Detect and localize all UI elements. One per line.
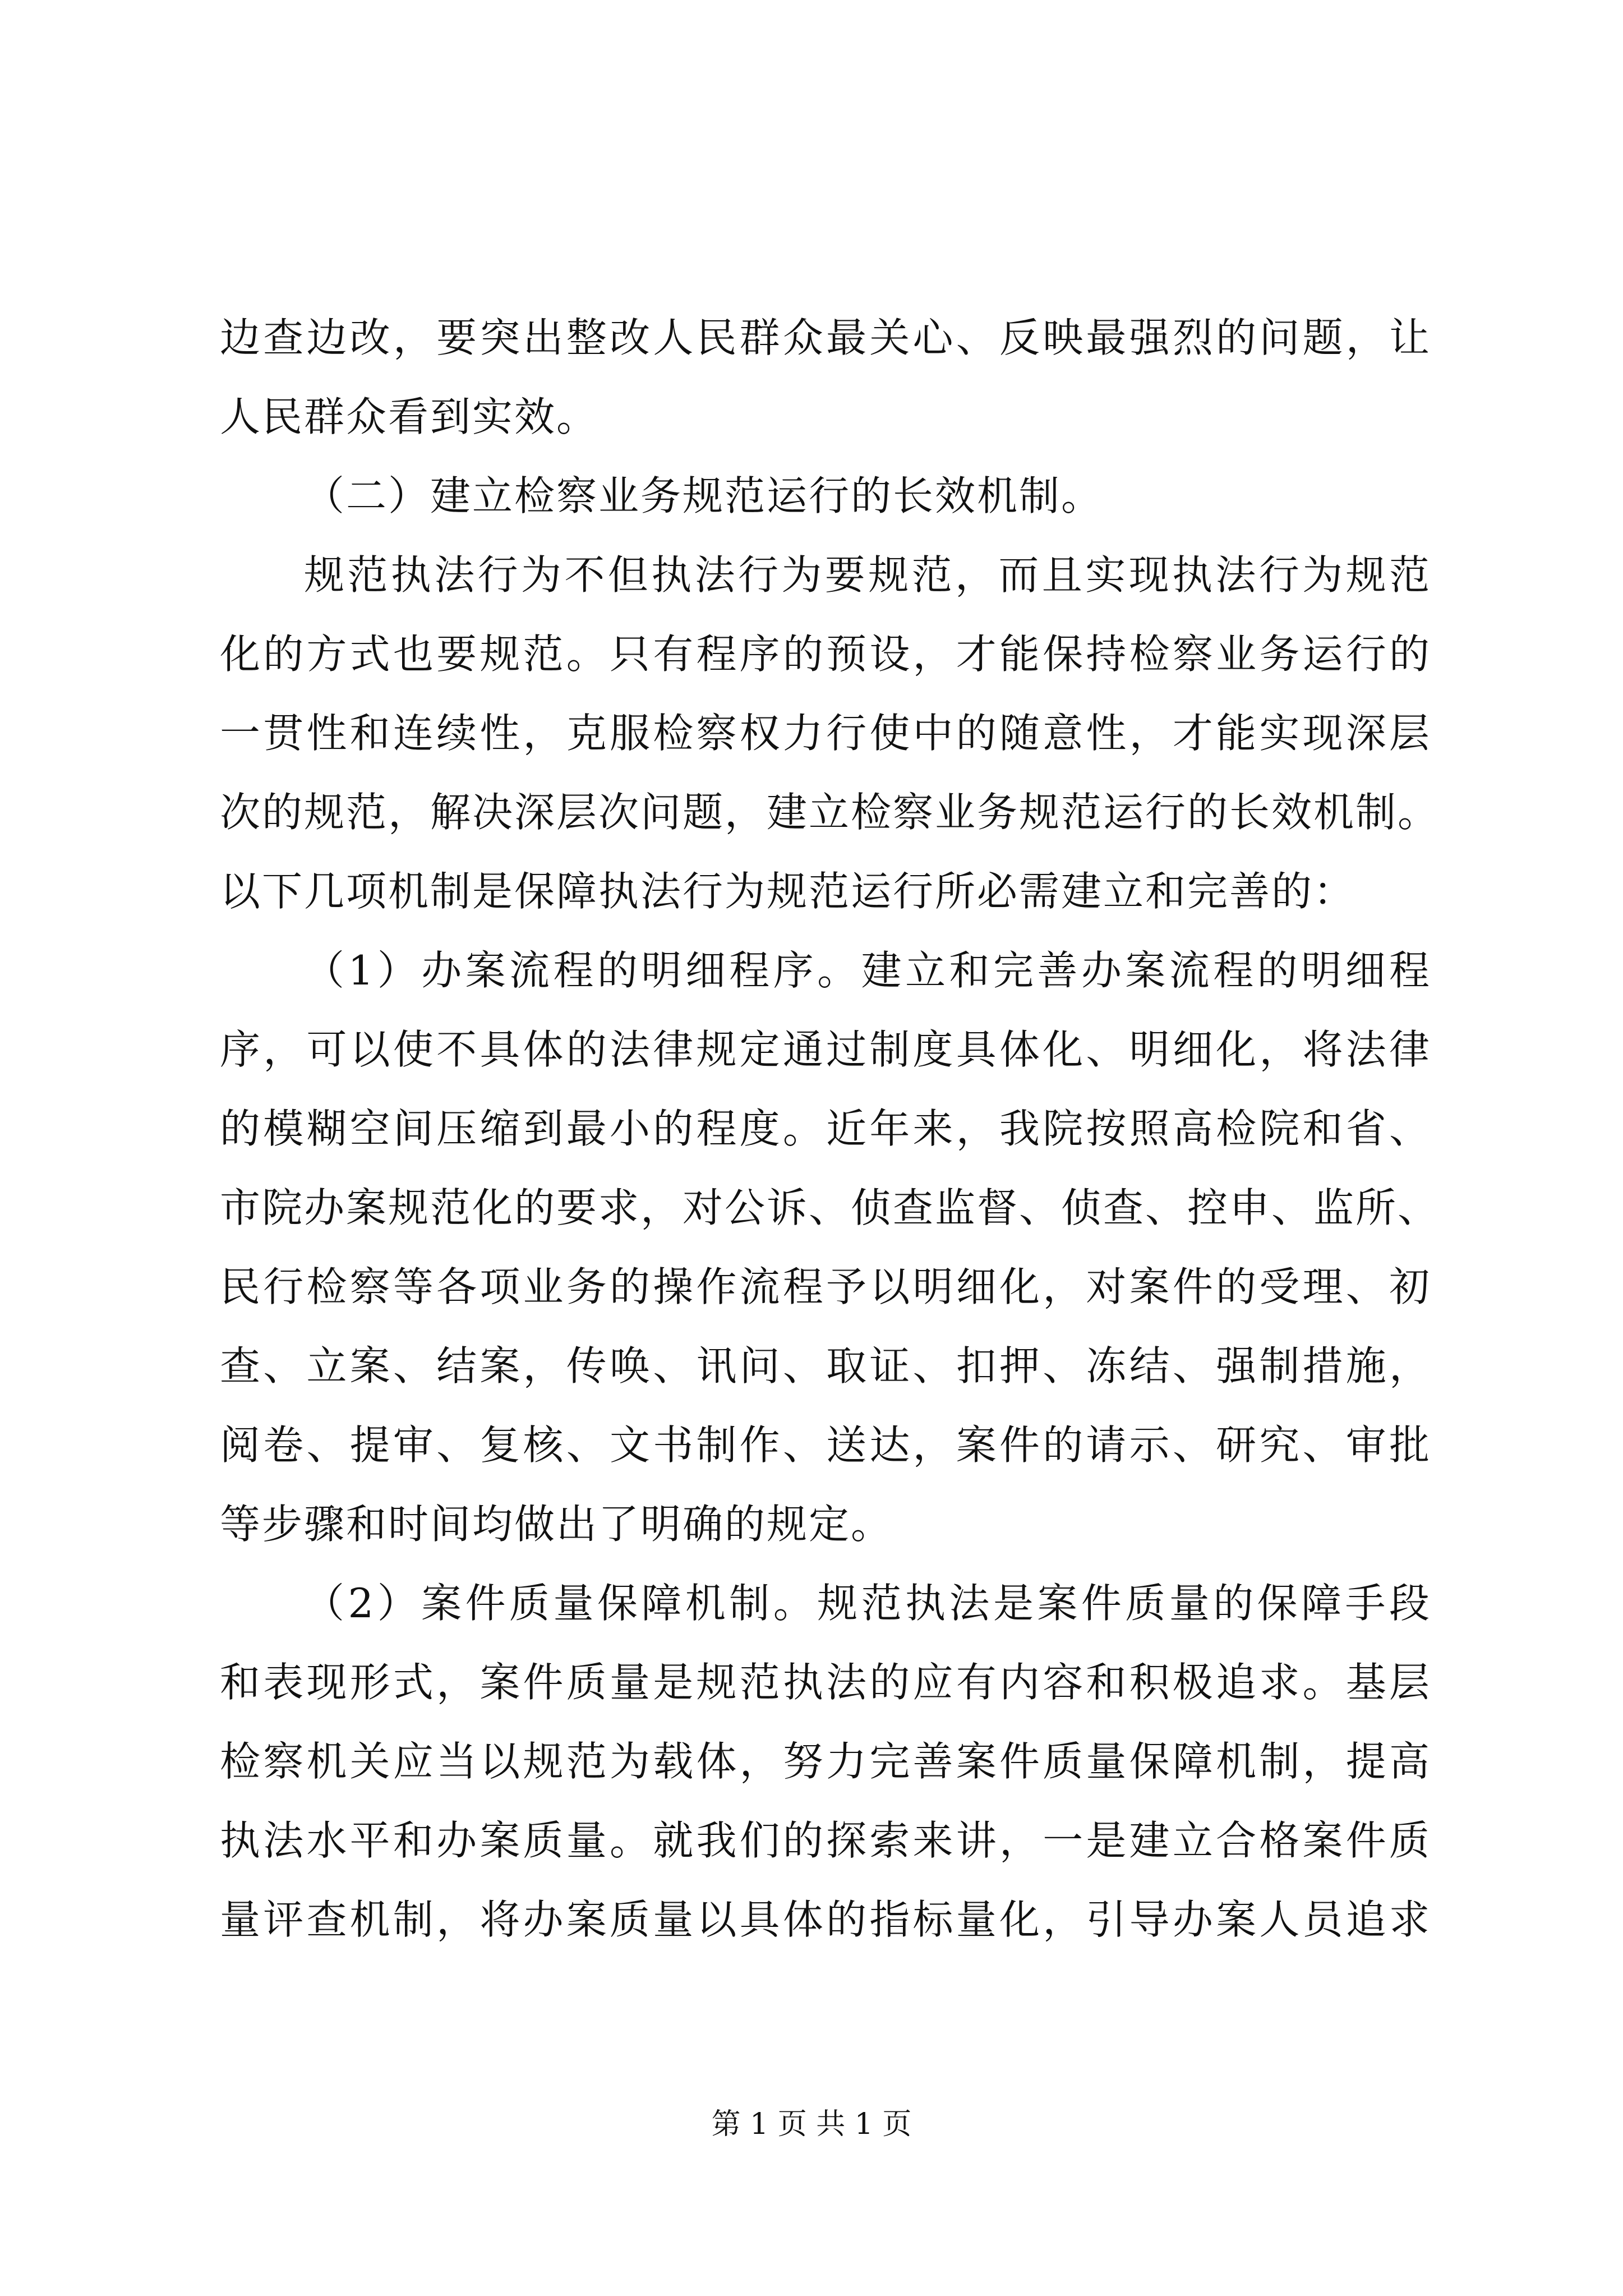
text-line: 化的方式也要规范。只有程序的预设，才能保持检察业务运行的 [220,631,1431,678]
document-body [220,298,1440,1959]
text-line: 和表现形式，案件质量是规范执法的应有内容和积极追求。基层 [220,1659,1431,1706]
text-line: 民行检察等各项业务的操作流程予以明细化，对案件的受理、初 [220,1263,1431,1310]
text-line: 检察机关应当以规范为载体，努力完善案件质量保障机制，提高 [220,1738,1431,1785]
text-line: 边查边改，要突出整改人民群众最关心、反映最强烈的问题，让 [220,314,1431,361]
text-line: 序，可以使不具体的法律规定通过制度具体化、明细化，将法律 [220,1026,1431,1073]
text-line: （2）案件质量保障机制。规范执法是案件质量的保障手段 [304,1580,1431,1627]
text-line: 人民群众看到实效。 [220,393,599,440]
text-line: 等步骤和时间均做出了明确的规定。 [220,1501,893,1548]
text-line: 市院办案规范化的要求，对公诉、侦查监督、侦查、控申、监所、 [220,1184,1440,1231]
text-line: 一贯性和连续性，克服检察权力行使中的随意性，才能实现深层 [220,710,1431,757]
page-number-footer: 第 1 页 共 1 页 [711,2108,912,2141]
text-line: 次的规范，解决深层次问题，建立检察业务规范运行的长效机制。 [220,789,1440,836]
text-line: （1）办案流程的明细程序。建立和完善办案流程的明细程 [304,947,1431,994]
text-line: 查、立案、结案，传唤、讯问、取证、扣押、冻结、强制措施， [220,1342,1431,1389]
text-line: 阅卷、提审、复核、文书制作、送达，案件的请示、研究、审批 [220,1421,1431,1469]
text-line: 量评查机制，将办案质量以具体的指标量化，引导办案人员追求 [220,1896,1431,1943]
text-line: 执法水平和办案质量。就我们的探索来讲，一是建立合格案件质 [220,1817,1431,1864]
text-line: 规范执法行为不但执法行为要规范，而且实现执法行为规范 [304,551,1431,599]
text-line: 的模糊空间压缩到最小的程度。近年来，我院按照高检院和省、 [220,1105,1431,1152]
section-heading: （二）建立检察业务规范运行的长效机制。 [304,472,1104,519]
text-line: 以下几项机制是保障执法行为规范运行所必需建立和完善的： [220,868,1356,915]
